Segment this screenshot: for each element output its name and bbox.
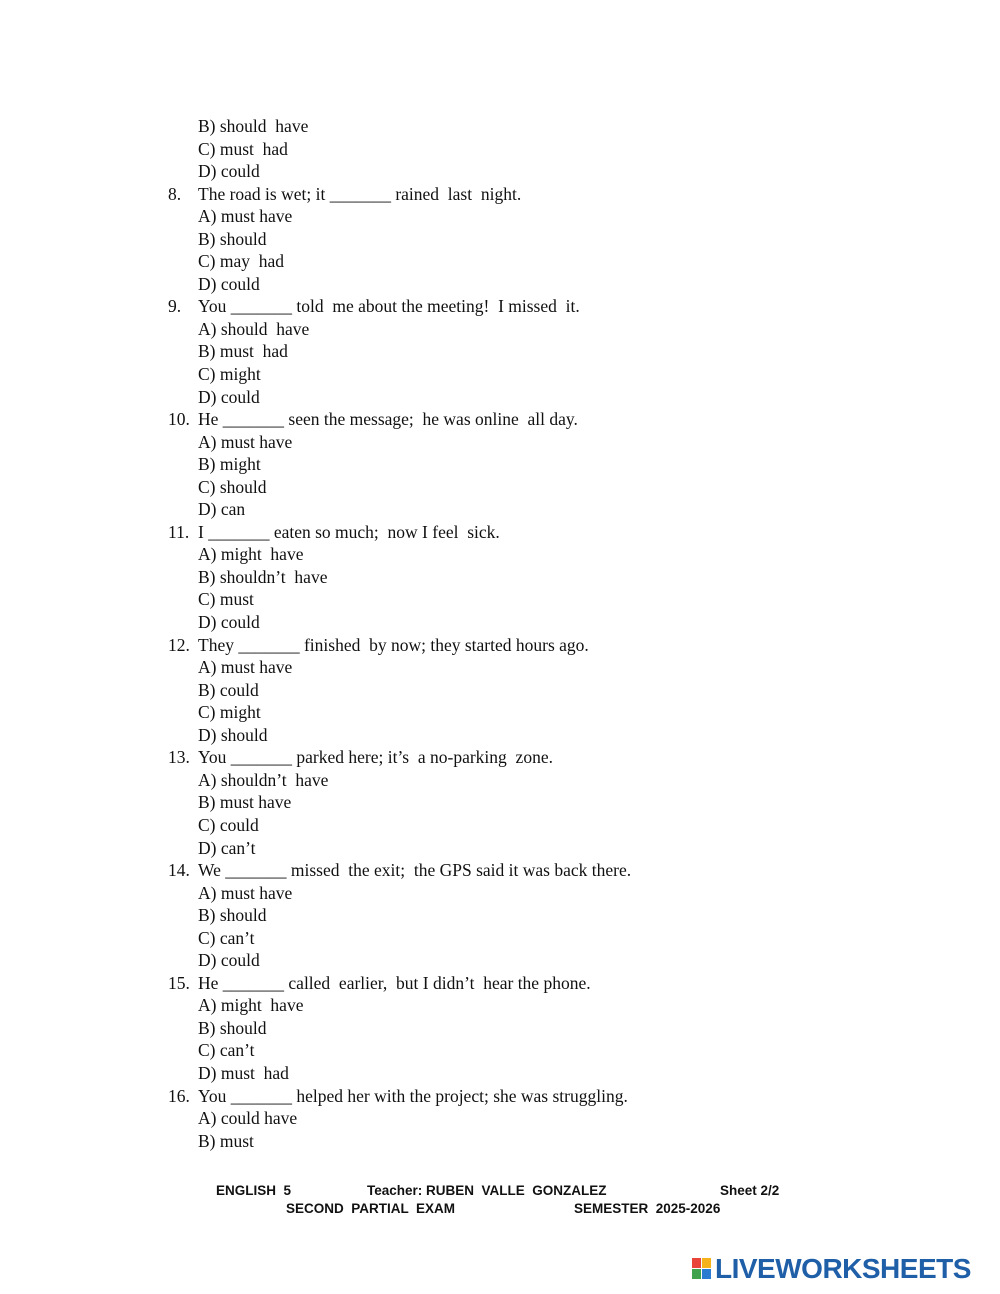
option: A) shouldn’t have bbox=[198, 769, 329, 790]
question-text: I _______ eaten so much; now I feel sick. bbox=[198, 521, 500, 542]
footer-sheet: Sheet 2/2 bbox=[720, 1183, 780, 1198]
option: C) might bbox=[198, 702, 261, 723]
option: C) should bbox=[198, 476, 267, 497]
option: D) could bbox=[198, 161, 260, 182]
question-number: 11. bbox=[168, 521, 190, 542]
question-14 bbox=[168, 859, 868, 972]
option: C) can’t bbox=[198, 1040, 255, 1061]
question-number: 16. bbox=[168, 1085, 190, 1106]
question-number: 9. bbox=[168, 296, 182, 317]
question-10 bbox=[168, 408, 868, 521]
question-text: We _______ missed the exit; the GPS said it was back there. bbox=[198, 860, 632, 881]
option: B) might bbox=[198, 454, 261, 475]
question-text: You _______ told me about the meeting! I missed it. bbox=[198, 296, 580, 317]
question-text: You _______ helped her with the project; she was struggling. bbox=[198, 1085, 628, 1106]
option: A) must have bbox=[198, 657, 293, 678]
option: B) should bbox=[198, 1017, 267, 1038]
option: D) could bbox=[198, 950, 260, 971]
logo-text: LIVEWORKSHEETS bbox=[715, 1253, 971, 1284]
footer-exam: SECOND PARTIAL EXAM bbox=[286, 1201, 456, 1216]
question-text: He _______ seen the message; he was online all day. bbox=[198, 409, 578, 430]
question-text: He _______ called earlier, but I didn’t hear the phone. bbox=[198, 972, 591, 993]
option: A) might have bbox=[198, 995, 304, 1016]
question-number: 10. bbox=[168, 409, 190, 430]
option: C) could bbox=[198, 814, 259, 835]
question-15 bbox=[168, 972, 868, 1085]
footer-course: ENGLISH 5 bbox=[216, 1183, 292, 1198]
question-text: They _______ finished by now; they started hours ago. bbox=[198, 634, 589, 655]
question-number: 14. bbox=[168, 860, 190, 881]
option: D) can bbox=[198, 499, 246, 520]
question-16 bbox=[168, 1085, 868, 1153]
option: A) must have bbox=[198, 882, 293, 903]
question-9 bbox=[168, 295, 868, 408]
option: C) may had bbox=[198, 251, 285, 272]
option: B) shouldn’t have bbox=[198, 566, 328, 587]
question-8 bbox=[168, 183, 868, 296]
option: D) can’t bbox=[198, 837, 256, 858]
question-number: 15. bbox=[168, 972, 190, 993]
question-text: The road is wet; it _______ rained last night. bbox=[198, 183, 522, 204]
question-12 bbox=[168, 634, 868, 747]
option: C) must had bbox=[198, 138, 288, 159]
option: B) should bbox=[198, 905, 267, 926]
option: D) could bbox=[198, 273, 260, 294]
footer-teacher: Teacher: RUBEN VALLE GONZALEZ bbox=[367, 1183, 607, 1198]
option: A) must have bbox=[198, 431, 293, 452]
question-13 bbox=[168, 746, 868, 859]
option: C) might bbox=[198, 364, 261, 385]
option: B) should have bbox=[198, 116, 309, 136]
question-number: 8. bbox=[168, 183, 182, 204]
option: A) should have bbox=[198, 318, 310, 339]
option: A) might have bbox=[198, 544, 304, 565]
option: A) could have bbox=[198, 1108, 298, 1129]
footer-semester: SEMESTER 2025-2026 bbox=[574, 1201, 721, 1216]
option: C) must bbox=[198, 589, 254, 610]
option: B) must have bbox=[198, 792, 292, 813]
option: B) must bbox=[198, 1130, 254, 1151]
option: C) can’t bbox=[198, 927, 255, 948]
logo-mark-icon bbox=[692, 1258, 712, 1280]
liveworksheets-logo bbox=[692, 1254, 971, 1284]
option: B) must had bbox=[198, 341, 288, 362]
question-11 bbox=[168, 521, 868, 634]
option: D) could bbox=[198, 386, 260, 407]
option: B) could bbox=[198, 679, 259, 700]
option: B) should bbox=[198, 228, 267, 249]
question-text: You _______ parked here; it’s a no-parking zone. bbox=[198, 747, 553, 768]
question-number: 13. bbox=[168, 747, 190, 768]
question-list bbox=[168, 115, 868, 1152]
option: A) must have bbox=[198, 206, 293, 227]
option: D) must had bbox=[198, 1062, 289, 1083]
question-number: 12. bbox=[168, 634, 190, 655]
option: D) should bbox=[198, 724, 268, 745]
option: D) could bbox=[198, 612, 260, 633]
